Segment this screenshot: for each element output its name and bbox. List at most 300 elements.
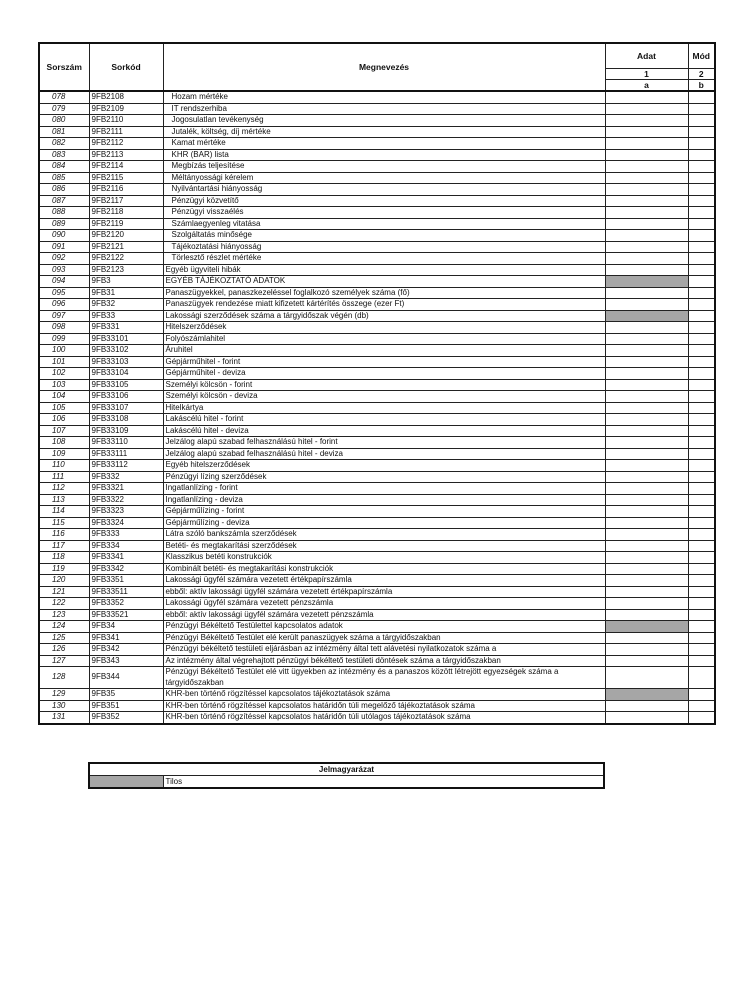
- header-mod-letter: b: [688, 80, 715, 92]
- row-megnevezes: Pénzügyi közvetítő: [163, 195, 605, 207]
- row-mod-cell[interactable]: [688, 126, 715, 138]
- row-mod-cell[interactable]: [688, 264, 715, 276]
- row-sorkod: 9FB3323: [89, 506, 163, 518]
- row-adat-cell[interactable]: [605, 609, 688, 621]
- row-mod-cell[interactable]: [688, 195, 715, 207]
- row-mod-cell[interactable]: [688, 494, 715, 506]
- row-sorszam: 102: [39, 368, 89, 380]
- row-mod-cell[interactable]: [688, 184, 715, 196]
- row-mod-cell[interactable]: [688, 529, 715, 541]
- row-megnevezes: KHR-ben történő rögzítéssel kapcsolatos határidőn túli utólagos tájékoztatások száma: [163, 712, 605, 724]
- row-sorkod: 9FB3324: [89, 517, 163, 529]
- row-mod-cell[interactable]: [688, 517, 715, 529]
- header-mod: Mód: [688, 43, 715, 69]
- row-mod-cell[interactable]: [688, 689, 715, 701]
- row-sorszam: 098: [39, 322, 89, 334]
- table-row: [39, 322, 715, 334]
- row-adat-cell[interactable]: [605, 437, 688, 449]
- row-mod-cell[interactable]: [688, 391, 715, 403]
- row-sorszam: 100: [39, 345, 89, 357]
- row-megnevezes: Lakáscélú hitel - forint: [163, 414, 605, 426]
- row-mod-cell[interactable]: [688, 322, 715, 334]
- table-row: [39, 184, 715, 196]
- row-adat-cell[interactable]: [605, 230, 688, 242]
- row-adat-cell[interactable]: [605, 563, 688, 575]
- row-adat-cell[interactable]: [605, 494, 688, 506]
- row-mod-cell[interactable]: [688, 241, 715, 253]
- table-row: [39, 126, 715, 138]
- row-sorszam: 104: [39, 391, 89, 403]
- row-sorkod: 9FB342: [89, 644, 163, 656]
- row-adat-cell[interactable]: [605, 138, 688, 150]
- table-row: [39, 402, 715, 414]
- row-sorszam: 092: [39, 253, 89, 265]
- table-row: [39, 517, 715, 529]
- row-sorkod: 9FB33111: [89, 448, 163, 460]
- header-megnevezes: Megnevezés: [163, 43, 605, 91]
- legend-title: Jelmagyarázat: [89, 763, 604, 776]
- row-sorszam: 088: [39, 207, 89, 219]
- row-sorkod: 9FB33103: [89, 356, 163, 368]
- row-adat-cell[interactable]: [605, 632, 688, 644]
- row-sorszam: 087: [39, 195, 89, 207]
- table-row: [39, 91, 715, 103]
- row-mod-cell[interactable]: [688, 230, 715, 242]
- row-sorkod: 9FB352: [89, 712, 163, 724]
- row-mod-cell[interactable]: [688, 621, 715, 633]
- row-megnevezes: Hitelkártya: [163, 402, 605, 414]
- row-sorszam: 111: [39, 471, 89, 483]
- table-row: [39, 195, 715, 207]
- row-sorszam: 110: [39, 460, 89, 472]
- table-row: [39, 253, 715, 265]
- row-megnevezes: Jutalék, költség, díj mértéke: [163, 126, 605, 138]
- row-adat-cell[interactable]: [605, 115, 688, 127]
- row-megnevezes: Ingatlanlízing - forint: [163, 483, 605, 495]
- row-megnevezes: Törlesztő részlet mértéke: [163, 253, 605, 265]
- row-adat-cell[interactable]: [605, 414, 688, 426]
- table-row: [39, 529, 715, 541]
- row-adat-cell[interactable]: [605, 552, 688, 564]
- row-mod-cell[interactable]: [688, 402, 715, 414]
- row-megnevezes: ebből: aktív lakossági ügyfél számára vezetett értékpapírszámla: [163, 586, 605, 598]
- row-mod-cell[interactable]: [688, 149, 715, 161]
- row-mod-cell[interactable]: [688, 632, 715, 644]
- row-megnevezes: ebből: aktív lakossági ügyfél számára vezetett pénzszámla: [163, 609, 605, 621]
- row-sorszam: 123: [39, 609, 89, 621]
- row-mod-cell[interactable]: [688, 540, 715, 552]
- table-row: [39, 356, 715, 368]
- row-sorkod: 9FB33110: [89, 437, 163, 449]
- row-adat-cell[interactable]: [605, 667, 688, 689]
- header-sorkod: Sorkód: [89, 43, 163, 91]
- row-sorkod: 9FB3321: [89, 483, 163, 495]
- row-sorkod: 9FB33101: [89, 333, 163, 345]
- table-row: [39, 218, 715, 230]
- row-mod-cell[interactable]: [688, 91, 715, 103]
- row-sorkod: 9FB2117: [89, 195, 163, 207]
- header-adat-letter: a: [605, 80, 688, 92]
- row-adat-cell[interactable]: [605, 184, 688, 196]
- row-sorszam: 099: [39, 333, 89, 345]
- row-mod-cell[interactable]: [688, 437, 715, 449]
- table-row: [39, 506, 715, 518]
- row-sorkod: 9FB33511: [89, 586, 163, 598]
- row-megnevezes: Látra szóló bankszámla szerződések: [163, 529, 605, 541]
- row-adat-cell[interactable]: [605, 195, 688, 207]
- row-megnevezes: Panaszügyekkel, panaszkezeléssel foglalkozó személyek száma (fő): [163, 287, 605, 299]
- row-mod-cell[interactable]: [688, 138, 715, 150]
- row-adat-cell[interactable]: [605, 425, 688, 437]
- row-sorszam: 114: [39, 506, 89, 518]
- row-sorszam: 109: [39, 448, 89, 460]
- table-row: [39, 460, 715, 472]
- legend-label: Tilos: [163, 776, 604, 789]
- row-megnevezes: Lakáscélú hitel - deviza: [163, 425, 605, 437]
- row-megnevezes: Gépjárműlízing - forint: [163, 506, 605, 518]
- row-sorszam: 078: [39, 91, 89, 103]
- row-adat-cell[interactable]: [605, 483, 688, 495]
- row-megnevezes: Panaszügyek rendezése miatt kifizetett kártérítés összege (ezer Ft): [163, 299, 605, 311]
- row-megnevezes: Egyéb ügyviteli hibák: [163, 264, 605, 276]
- row-megnevezes: Pénzügyi békéltető testületi eljárásban az intézmény által tett alávetési nyilatkozatok száma a: [163, 644, 605, 656]
- row-mod-cell[interactable]: [688, 483, 715, 495]
- row-adat-cell[interactable]: [605, 460, 688, 472]
- row-sorszam: 129: [39, 689, 89, 701]
- row-mod-cell[interactable]: [688, 172, 715, 184]
- row-adat-cell: [605, 276, 688, 288]
- row-sorkod: 9FB33521: [89, 609, 163, 621]
- row-adat-cell[interactable]: [605, 644, 688, 656]
- table-body: [39, 91, 715, 724]
- row-sorszam: 108: [39, 437, 89, 449]
- row-mod-cell[interactable]: [688, 161, 715, 173]
- row-sorkod: 9FB35: [89, 689, 163, 701]
- row-sorszam: 089: [39, 218, 89, 230]
- table-row: [39, 644, 715, 656]
- row-mod-cell[interactable]: [688, 655, 715, 667]
- row-sorszam: 125: [39, 632, 89, 644]
- row-adat-cell: [605, 621, 688, 633]
- row-adat-cell[interactable]: [605, 345, 688, 357]
- row-sorszam: 085: [39, 172, 89, 184]
- row-sorkod: 9FB351: [89, 700, 163, 712]
- row-sorkod: 9FB2121: [89, 241, 163, 253]
- row-megnevezes: Hitelszerződések: [163, 322, 605, 334]
- row-mod-cell[interactable]: [688, 425, 715, 437]
- header-adat: Adat: [605, 43, 688, 69]
- row-sorkod: 9FB3: [89, 276, 163, 288]
- row-megnevezes: Lakossági szerződések száma a tárgyidőszak végén (db): [163, 310, 605, 322]
- row-megnevezes: Gépjárműlízing - deviza: [163, 517, 605, 529]
- table-row: [39, 299, 715, 311]
- row-sorkod: 9FB2109: [89, 103, 163, 115]
- row-sorkod: 9FB3342: [89, 563, 163, 575]
- row-sorszam: 083: [39, 149, 89, 161]
- table-row: [39, 379, 715, 391]
- row-mod-cell[interactable]: [688, 471, 715, 483]
- row-adat-cell[interactable]: [605, 253, 688, 265]
- row-megnevezes: Klasszikus betéti konstrukciók: [163, 552, 605, 564]
- table-row: [39, 586, 715, 598]
- table-row: [39, 276, 715, 288]
- table-row: [39, 172, 715, 184]
- legend-table: [88, 762, 605, 789]
- row-sorkod: 9FB2118: [89, 207, 163, 219]
- row-sorkod: 9FB3351: [89, 575, 163, 587]
- row-mod-cell[interactable]: [688, 287, 715, 299]
- row-sorkod: 9FB3322: [89, 494, 163, 506]
- table-row: [39, 149, 715, 161]
- row-mod-cell[interactable]: [688, 299, 715, 311]
- row-megnevezes: Az intézmény által végrehajtott pénzügyi békéltető testületi döntések száma a tárgyidőszakban: [163, 655, 605, 667]
- row-adat-cell[interactable]: [605, 540, 688, 552]
- row-mod-cell[interactable]: [688, 103, 715, 115]
- table-row: [39, 207, 715, 219]
- row-adat-cell[interactable]: [605, 712, 688, 724]
- row-adat-cell[interactable]: [605, 598, 688, 610]
- row-adat-cell[interactable]: [605, 207, 688, 219]
- row-megnevezes: Pénzügyi Békéltető Testület elé vitt ügyekben az intézmény és a panaszos között létrejött egyezségek száma a tárgyidőszakban: [163, 667, 605, 689]
- row-megnevezes: Kombinált betéti- és megtakarítási konstrukciók: [163, 563, 605, 575]
- row-sorszam: 105: [39, 402, 89, 414]
- row-megnevezes: Megbízás teljesítése: [163, 161, 605, 173]
- row-megnevezes: Személyi kölcsön - deviza: [163, 391, 605, 403]
- table-row: [39, 425, 715, 437]
- table-row: [39, 700, 715, 712]
- row-sorkod: 9FB31: [89, 287, 163, 299]
- row-sorkod: 9FB331: [89, 322, 163, 334]
- table-row: [39, 115, 715, 127]
- row-mod-cell[interactable]: [688, 598, 715, 610]
- row-mod-cell[interactable]: [688, 575, 715, 587]
- row-sorszam: 116: [39, 529, 89, 541]
- row-megnevezes: Gépjárműhitel - forint: [163, 356, 605, 368]
- row-megnevezes: Pénzügyi lízing szerződések: [163, 471, 605, 483]
- row-megnevezes: KHR-ben történő rögzítéssel kapcsolatos határidőn túli megelőző tájékoztatások száma: [163, 700, 605, 712]
- row-sorkod: 9FB2120: [89, 230, 163, 242]
- row-adat-cell[interactable]: [605, 333, 688, 345]
- row-sorszam: 079: [39, 103, 89, 115]
- data-table: [38, 42, 716, 725]
- row-sorkod: 9FB332: [89, 471, 163, 483]
- row-mod-cell[interactable]: [688, 448, 715, 460]
- row-adat-cell[interactable]: [605, 264, 688, 276]
- row-adat-cell[interactable]: [605, 506, 688, 518]
- row-adat-cell[interactable]: [605, 356, 688, 368]
- row-mod-cell[interactable]: [688, 563, 715, 575]
- row-sorkod: 9FB2110: [89, 115, 163, 127]
- row-sorszam: 081: [39, 126, 89, 138]
- row-adat-cell[interactable]: [605, 575, 688, 587]
- row-adat-cell[interactable]: [605, 299, 688, 311]
- row-sorkod: 9FB334: [89, 540, 163, 552]
- row-mod-cell[interactable]: [688, 218, 715, 230]
- row-sorszam: 097: [39, 310, 89, 322]
- row-mod-cell[interactable]: [688, 700, 715, 712]
- table-row: [39, 563, 715, 575]
- row-mod-cell[interactable]: [688, 460, 715, 472]
- row-sorkod: 9FB33106: [89, 391, 163, 403]
- row-sorszam: 120: [39, 575, 89, 587]
- row-adat-cell[interactable]: [605, 471, 688, 483]
- row-adat-cell[interactable]: [605, 517, 688, 529]
- row-adat-cell[interactable]: [605, 149, 688, 161]
- row-adat-cell[interactable]: [605, 172, 688, 184]
- table-row: [39, 414, 715, 426]
- row-sorszam: 103: [39, 379, 89, 391]
- row-sorkod: 9FB3341: [89, 552, 163, 564]
- row-adat-cell[interactable]: [605, 379, 688, 391]
- row-sorszam: 082: [39, 138, 89, 150]
- row-sorkod: 9FB2113: [89, 149, 163, 161]
- row-sorkod: 9FB34: [89, 621, 163, 633]
- row-mod-cell[interactable]: [688, 644, 715, 656]
- row-sorkod: 9FB33105: [89, 379, 163, 391]
- table-row: [39, 655, 715, 667]
- row-sorkod: 9FB343: [89, 655, 163, 667]
- row-megnevezes: Egyéb hitelszerződések: [163, 460, 605, 472]
- table-header: [39, 43, 715, 91]
- row-adat-cell: [605, 689, 688, 701]
- row-sorszam: 086: [39, 184, 89, 196]
- row-sorszam: 095: [39, 287, 89, 299]
- row-sorszam: 084: [39, 161, 89, 173]
- row-sorkod: 9FB3352: [89, 598, 163, 610]
- row-adat-cell[interactable]: [605, 161, 688, 173]
- row-sorszam: 130: [39, 700, 89, 712]
- header-mod-num: 2: [688, 69, 715, 80]
- table-row: [39, 230, 715, 242]
- row-mod-cell[interactable]: [688, 667, 715, 689]
- table-row: [39, 391, 715, 403]
- row-sorszam: 115: [39, 517, 89, 529]
- row-megnevezes: Áruhitel: [163, 345, 605, 357]
- row-sorkod: 9FB33102: [89, 345, 163, 357]
- row-megnevezes: Személyi kölcsön - forint: [163, 379, 605, 391]
- row-mod-cell[interactable]: [688, 506, 715, 518]
- row-sorkod: 9FB2123: [89, 264, 163, 276]
- row-mod-cell[interactable]: [688, 253, 715, 265]
- row-sorkod: 9FB2108: [89, 91, 163, 103]
- table-row: [39, 103, 715, 115]
- row-adat-cell[interactable]: [605, 91, 688, 103]
- table-row: [39, 621, 715, 633]
- row-sorszam: 090: [39, 230, 89, 242]
- row-adat-cell[interactable]: [605, 391, 688, 403]
- row-sorkod: 9FB333: [89, 529, 163, 541]
- row-megnevezes: IT rendszerhiba: [163, 103, 605, 115]
- table-row: [39, 287, 715, 299]
- row-megnevezes: Pénzügyi Békéltető Testülettel kapcsolatos adatok: [163, 621, 605, 633]
- row-mod-cell[interactable]: [688, 207, 715, 219]
- row-megnevezes: Folyószámlahitel: [163, 333, 605, 345]
- row-mod-cell[interactable]: [688, 115, 715, 127]
- row-sorkod: 9FB2119: [89, 218, 163, 230]
- row-sorszam: 131: [39, 712, 89, 724]
- row-megnevezes: KHR (BAR) lista: [163, 149, 605, 161]
- row-adat-cell[interactable]: [605, 368, 688, 380]
- row-megnevezes: Szolgáltatás minősége: [163, 230, 605, 242]
- row-adat-cell[interactable]: [605, 287, 688, 299]
- row-sorkod: 9FB2114: [89, 161, 163, 173]
- table-row: [39, 540, 715, 552]
- row-mod-cell[interactable]: [688, 333, 715, 345]
- header-adat-num: 1: [605, 69, 688, 80]
- table-row: [39, 667, 715, 689]
- row-megnevezes: Lakossági ügyfél számára vezetett értékpapírszámla: [163, 575, 605, 587]
- table-row: [39, 552, 715, 564]
- row-sorkod: 9FB341: [89, 632, 163, 644]
- row-sorkod: 9FB2111: [89, 126, 163, 138]
- table-row: [39, 310, 715, 322]
- row-mod-cell[interactable]: [688, 586, 715, 598]
- row-adat-cell[interactable]: [605, 241, 688, 253]
- table-row: [39, 575, 715, 587]
- row-sorkod: 9FB2116: [89, 184, 163, 196]
- row-sorszam: 106: [39, 414, 89, 426]
- row-megnevezes: Jelzálog alapú szabad felhasználású hitel - forint: [163, 437, 605, 449]
- row-mod-cell[interactable]: [688, 276, 715, 288]
- header-sorszam: Sorszám: [39, 43, 89, 91]
- row-mod-cell[interactable]: [688, 356, 715, 368]
- row-sorszam: 126: [39, 644, 89, 656]
- row-sorkod: 9FB33108: [89, 414, 163, 426]
- row-mod-cell[interactable]: [688, 552, 715, 564]
- table-row: [39, 333, 715, 345]
- row-sorkod: 9FB33: [89, 310, 163, 322]
- row-megnevezes: Pénzügyi Békéltető Testület elé került panaszügyek száma a tárgyidőszakban: [163, 632, 605, 644]
- row-mod-cell[interactable]: [688, 379, 715, 391]
- row-adat-cell[interactable]: [605, 126, 688, 138]
- row-sorkod: 9FB33107: [89, 402, 163, 414]
- table-row: [39, 609, 715, 621]
- row-mod-cell[interactable]: [688, 368, 715, 380]
- row-sorkod: 9FB2115: [89, 172, 163, 184]
- table-row: [39, 368, 715, 380]
- row-adat-cell[interactable]: [605, 103, 688, 115]
- row-sorkod: 9FB33104: [89, 368, 163, 380]
- row-mod-cell[interactable]: [688, 414, 715, 426]
- table-row: [39, 345, 715, 357]
- row-adat-cell[interactable]: [605, 322, 688, 334]
- row-adat-cell[interactable]: [605, 448, 688, 460]
- row-adat-cell[interactable]: [605, 218, 688, 230]
- row-megnevezes: Pénzügyi visszaélés: [163, 207, 605, 219]
- row-adat-cell[interactable]: [605, 402, 688, 414]
- row-sorkod: 9FB33112: [89, 460, 163, 472]
- row-sorszam: 080: [39, 115, 89, 127]
- row-sorszam: 112: [39, 483, 89, 495]
- row-adat-cell[interactable]: [605, 529, 688, 541]
- row-sorszam: 093: [39, 264, 89, 276]
- row-mod-cell[interactable]: [688, 712, 715, 724]
- row-adat-cell[interactable]: [605, 586, 688, 598]
- row-megnevezes: Ingatlanlízing - deviza: [163, 494, 605, 506]
- row-sorszam: 119: [39, 563, 89, 575]
- table-row: [39, 598, 715, 610]
- row-adat-cell[interactable]: [605, 700, 688, 712]
- row-mod-cell[interactable]: [688, 609, 715, 621]
- row-mod-cell[interactable]: [688, 345, 715, 357]
- row-megnevezes: Számlaegyenleg vitatása: [163, 218, 605, 230]
- row-megnevezes: Betéti- és megtakarítási szerződések: [163, 540, 605, 552]
- row-sorszam: 122: [39, 598, 89, 610]
- row-adat-cell[interactable]: [605, 655, 688, 667]
- row-sorszam: 118: [39, 552, 89, 564]
- table-row: [39, 138, 715, 150]
- row-mod-cell[interactable]: [688, 310, 715, 322]
